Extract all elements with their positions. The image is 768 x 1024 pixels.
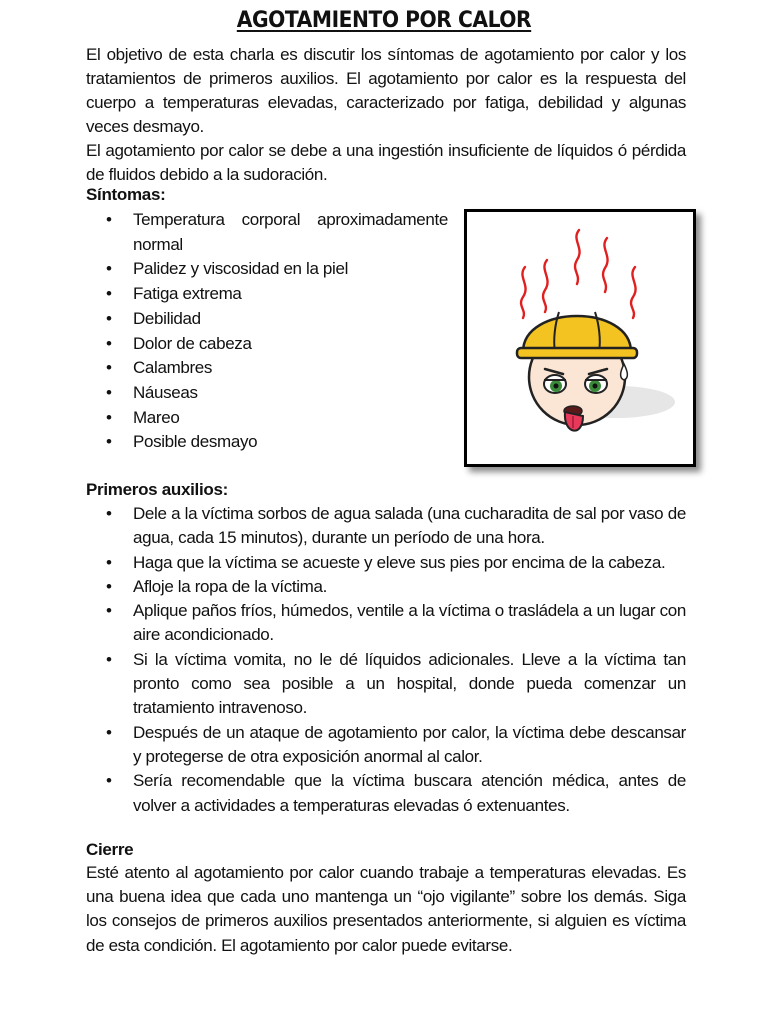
page-title: AGOTAMIENTO POR CALOR [236,8,532,33]
symptoms-list [86,208,448,455]
list-item: • Dele a la víctima sorbos de agua salada (una cucharadita de sal por vaso de agua, cada 15 minutos), durante un período de una hora. [86,502,686,551]
list-item: • Afloje la ropa de la víctima. [86,575,686,599]
closing-paragraph: Esté atento al agotamiento por calor cuando trabaje a temperaturas elevadas. Es una buena idea que cada uno mantenga un “ojo vigilante” sobre los demás. Siga los consejos de primeros auxilios presentados anteriormente, si alguien es víctima de esta condición. El agotamiento por calor puede evitarse. [86,863,686,955]
list-item: • Palidez y viscosidad en la piel [86,257,448,282]
list-item: • Debilidad [86,307,448,332]
closing-heading: Cierre [86,840,134,859]
list-item: • Después de un ataque de agotamiento por calor, la víctima debe descansar y protegerse de otra exposición anormal al calor. [86,721,686,770]
list-item: • Temperatura corporal aproximadamente normal [86,208,448,257]
first-aid-heading: Primeros auxilios: [86,480,228,499]
list-item: • Posible desmayo [86,430,448,455]
list-item: • Mareo [86,406,448,431]
list-item: • Aplique paños fríos, húmedos, ventile a la víctima o trasládela a un lugar con aire acondicionado. [86,599,686,648]
list-item: • Fatiga extrema [86,282,448,307]
list-item: • Dolor de cabeza [86,332,448,357]
intro-paragraph: El agotamiento por calor se debe a una ingestión insuficiente de líquidos ó pérdida de fluidos debido a la sudoración. [86,141,686,184]
list-item: • Calambres [86,356,448,381]
list-item: • Haga que la víctima se acueste y eleve sus pies por encima de la cabeza. [86,551,686,575]
intro-section [86,43,686,187]
first-aid-list [86,502,686,818]
illustration-frame [464,209,696,467]
intro-paragraph: El objetivo de esta charla es discutir los síntomas de agotamiento por calor y los tratamientos de primeros auxilios. El agotamiento por calor es la respuesta del cuerpo a temperaturas elevadas, caracterizado por fatiga, debilidad y algunas veces desmayo. [86,45,686,136]
list-item: • Sería recomendable que la víctima buscara atención médica, antes de volver a actividades a temperaturas elevadas ó extenuantes. [86,769,686,818]
overheated-worker-face-icon [467,212,693,464]
symptoms-heading: Síntomas: [86,185,166,204]
list-item: • Náuseas [86,381,448,406]
list-item: • Si la víctima vomita, no le dé líquidos adicionales. Lleve a la víctima tan pronto como sea posible a un hospital, donde pueda comenzar un tratamiento intravenoso. [86,648,686,721]
